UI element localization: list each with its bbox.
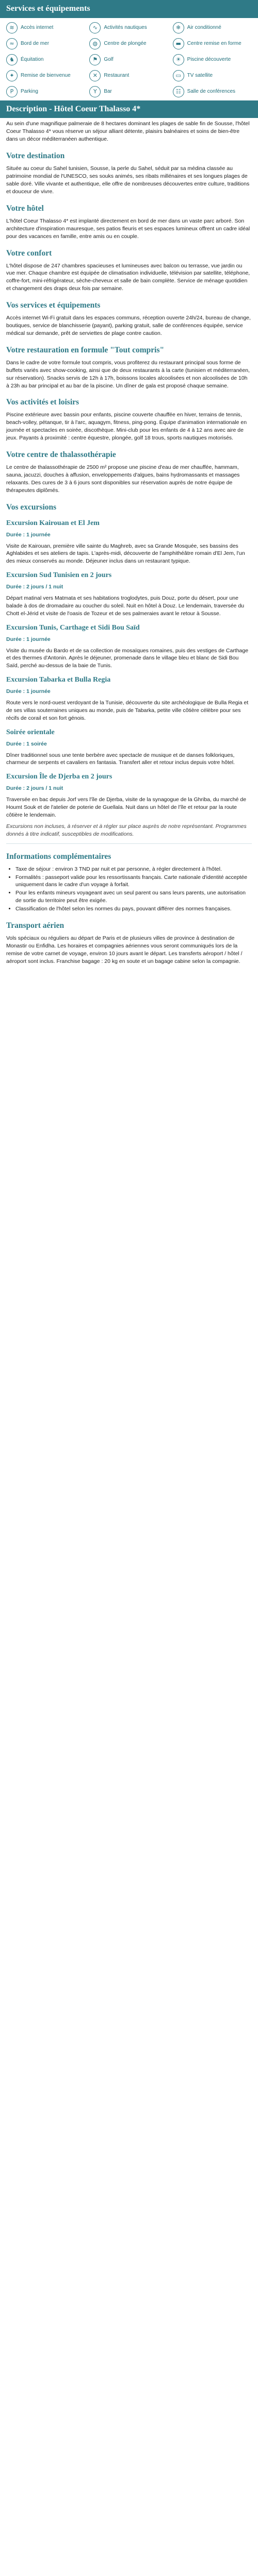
excursion-duration: Durée : 1 journée xyxy=(6,688,51,695)
service-pool xyxy=(173,54,252,65)
section-hotel-text: L'hôtel Coeur Thalasso 4* est implanté directement en bord de mer dans un vaste parc arboré. Son architecture d'inspiration mauresque, ses patios fleuris et ses espaces lumineux offrent un cadre idéal pour des vacances en famille, entre amis ou en couple. xyxy=(6,217,250,240)
excursion-text: Route vers le nord-ouest verdoyant de la Tunisie, découverte du site archéologique de Bulla Regia et de ses villas souterraines uniques au monde, puis de Tabarka, petite ville côtière célèbre pour ses récifs de corail et son fort génois. xyxy=(6,700,249,721)
excursion-text: Visite du musée du Bardo et de sa collection de mosaïques romaines, puis des vestiges de Carthage et des thermes d'Antonin. Après le déjeuner, promenade dans le village bleu et blanc de Sidi Bou Saïd, perché au-dessus de la baie de Tunis. xyxy=(6,647,249,669)
service-label: Restaurant xyxy=(104,72,130,78)
excursion-title: Excursion Île de Djerba en 2 jours xyxy=(6,773,112,781)
transport-text: Vols spéciaux ou réguliers au départ de Paris et de plusieurs villes de province à destination de Monastir ou Enfidha. Les horaires et compagnies aériennes vous seront communiqués lors de la remise de votre carnet de voyage, environ 10 jours avant le départ. Les transferts aéroport / hôtel / aéroport sont inclus. Franchise bagage : 20 kg en soute et un bagage cabine selon la compagnie. xyxy=(6,935,243,964)
wifi-icon: ≋ xyxy=(6,22,18,33)
description-title: Description - Hôtel Coeur Thalasso 4* xyxy=(0,100,258,118)
service-welcome xyxy=(6,70,85,81)
section-services-text: Accès internet Wi-Fi gratuit dans les espaces communs, réception ouverte 24h/24, bureau de change, boutiques, service de blanchisserie (payant), parking gratuit, salle de conférences équipée, service médical sur demande, prêt de serviettes de plage contre caution. xyxy=(6,315,251,336)
service-label: Air conditionné xyxy=(187,24,221,30)
info-item: • Classification de l'hôtel selon les normes du pays, pouvant différer des normes françaises. xyxy=(15,905,252,913)
excursion-title: Excursion Sud Tunisien en 2 jours xyxy=(6,571,112,580)
gift-icon: ✦ xyxy=(6,70,18,81)
info-item: • Pour les enfants mineurs voyageant avec un seul parent ou sans leurs parents, une autorisation de sortie du territoire peut être exigée. xyxy=(15,889,252,905)
section-thalasso-title: Votre centre de thalassothérapie xyxy=(6,450,116,460)
excursion-title: Excursion Tabarka et Bulla Regia xyxy=(6,676,111,684)
section-destination-title: Votre destination xyxy=(6,151,65,161)
excursions-disclaimer: Excursions non incluses, à réserver et à régler sur place auprès de notre représentant. Programmes donnés à titre indicatif, susceptibles de modifications. xyxy=(6,823,247,837)
info-item: • Taxe de séjour : environ 3 TND par nuit et par personne, à régler directement à l'hôtel. xyxy=(15,866,252,873)
excursion-duration: Durée : 2 jours / 1 nuit xyxy=(6,584,63,590)
service-seaside xyxy=(6,38,85,49)
excursion-text: Départ matinal vers Matmata et ses habitations troglodytes, puis Douz, porte du désert, pour une balade à dos de dromadaire au coucher du soleil. Nuit en hôtel à Douz. Le lendemain, traversée du Chott el-Jérid et visite de l'oasis de Tozeur et de ses palmeraies avant le retour à Sousse. xyxy=(6,595,245,617)
service-tv xyxy=(173,70,252,81)
snowflake-icon: ❄ xyxy=(173,22,184,33)
section-comfort-title: Votre confort xyxy=(6,248,52,258)
service-diving xyxy=(89,38,168,49)
service-label: Golf xyxy=(104,56,114,62)
section-services-title: Vos services et équipements xyxy=(6,301,101,310)
description-content xyxy=(0,118,258,979)
excursion-text: Dîner traditionnel sous une tente berbère avec spectacle de musique et de danses folkloriques, charmeur de serpents et cavaliers en fantasia. Transfert aller et retour inclus depuis votre hôtel. xyxy=(6,752,235,766)
service-golf xyxy=(89,54,168,65)
section-activities-text: Piscine extérieure avec bassin pour enfants, piscine couverte chauffée en hiver, terrains de tennis, beach-volley, pétanque, tir à l'arc, aquagym, fitness, ping-pong. Équipe d'animation internationale en journée et spectacles en soirée, discothèque. Mini-club pour les enfants de 4 à 12 ans avec aire de jeux. Payants à proximité : centre équestre, plongée, golf 18 trous, sports nautiques motorisés. xyxy=(6,412,247,442)
section-destination-text: Située au coeur du Sahel tunisien, Sousse, la perle du Sahel, séduit par sa médina classée au patrimoine mondial de l'UNESCO, ses souks animés, ses ribats millénaires et ses longues plages de sable doré. Ville vivante et authentique, elle offre de nombreuses découvertes entre culture, traditions et douceur de vivre. xyxy=(6,165,250,195)
service-label: Centre de plongée xyxy=(104,40,147,46)
excursion-title: Excursion Tunis, Carthage et Sidi Bou Saïd xyxy=(6,623,140,632)
service-label: Activités nautiques xyxy=(104,24,147,30)
service-label: Piscine découverte xyxy=(187,56,231,62)
infos-list xyxy=(6,866,252,913)
services-panel xyxy=(0,18,258,100)
service-label: Remise de bienvenue xyxy=(21,72,71,78)
wave-icon: ≈ xyxy=(6,38,18,49)
excursion-duration: Durée : 2 jours / 1 nuit xyxy=(6,785,63,792)
section-dining-title: Votre restauration en formule "Tout compris" xyxy=(6,345,165,354)
parking-icon: P xyxy=(6,86,18,97)
excursion-duration: Durée : 1 journée xyxy=(6,636,51,642)
excursions-title: Vos excursions xyxy=(6,502,57,512)
infos-title: Informations complémentaires xyxy=(6,852,111,861)
service-riding xyxy=(6,54,85,65)
service-aircon xyxy=(173,22,252,33)
excursion-text: Visite de Kairouan, première ville sainte du Maghreb, avec sa Grande Mosquée, ses bassins des Aghlabides et ses ateliers de tapis. L'après-midi, découverte de l'amphithéâtre romain d'El Jem, l'un des mieux conservés au monde. Déjeuner inclus dans un restaurant typique. xyxy=(6,543,245,565)
excursion-title: Soirée orientale xyxy=(6,728,55,736)
page xyxy=(0,0,258,979)
info-item: • Formalités : passeport valide pour les ressortissants français. Carte nationale d'identité acceptée uniquement dans le cadre d'un voyage à forfait. xyxy=(15,874,252,889)
swim-icon: ∿ xyxy=(89,22,101,33)
golf-icon: ⚑ xyxy=(89,54,101,65)
tv-icon: ▭ xyxy=(173,70,184,81)
service-label: Parking xyxy=(21,88,38,94)
excursion-text: Traversée en bac depuis Jorf vers l'île de Djerba, visite de la synagogue de la Ghriba, du marché de Houmt Souk et de l'atelier de poterie de Guellala. Nuit dans un hôtel de l'île et retour par la route côtière le lendemain. xyxy=(6,796,247,818)
excursion-duration: Durée : 1 journée xyxy=(6,531,51,538)
section-dining-text: Dans le cadre de votre formule tout compris, vous profiterez du restaurant principal sous forme de buffets variés avec show-cooking, ainsi que de deux restaurants à la carte (tunisien et méditerranéen, sur réservation). Snacks servis de 12h à 17h, boissons locales alcoolisées et non alcoolisées de 10h à 23h au bar principal et au bar de la piscine. Un dîner de gala est proposé chaque semaine. xyxy=(6,359,250,389)
service-fitness xyxy=(173,38,252,49)
service-label: Bord de mer xyxy=(21,40,50,46)
diver-icon: ◍ xyxy=(89,38,101,49)
service-label: Centre remise en forme xyxy=(187,40,241,46)
service-nautical xyxy=(89,22,168,33)
service-label: Accès internet xyxy=(21,24,54,30)
excursion-duration: Durée : 1 soirée xyxy=(6,740,47,747)
service-restaurant xyxy=(89,70,168,81)
meeting-icon: ☷ xyxy=(173,86,184,97)
service-label: Salle de conférences xyxy=(187,88,236,94)
services-grid xyxy=(6,22,252,97)
service-label: Équitation xyxy=(21,56,44,62)
description-intro: Au sein d'une magnifique palmeraie de 8 hectares dominant les plages de sable fin de Sousse, l'hôtel Coeur Thalasso 4* vous réserve un séjour alliant détente, plaisirs balnéaires et soins de bien-être dans un décor méditerranéen authentique. xyxy=(6,121,250,143)
dumbbell-icon: ▬ xyxy=(173,38,184,49)
service-meeting xyxy=(173,86,252,97)
horse-icon: ♞ xyxy=(6,54,18,65)
service-internet xyxy=(6,22,85,33)
section-thalasso-text: Le centre de thalassothérapie de 2500 m² propose une piscine d'eau de mer chauffée, hammam, sauna, jacuzzi, douches à affusion, enveloppements d'algues, bains hydromassants et massages relaxants. Des cures de 3 à 6 jours sont disponibles sur réservation auprès de notre équipe de thérapeutes diplômés. xyxy=(6,464,240,494)
services-title: Services et équipements xyxy=(0,0,258,18)
service-label: Bar xyxy=(104,88,112,94)
section-activities-title: Vos activités et loisirs xyxy=(6,398,79,407)
section-hotel-title: Votre hôtel xyxy=(6,204,44,213)
service-label: TV satellite xyxy=(187,72,213,78)
excursion-title: Excursion Kairouan et El Jem xyxy=(6,519,100,527)
divider xyxy=(6,843,252,844)
bar-icon: Y xyxy=(89,86,101,97)
transport-title: Transport aérien xyxy=(6,921,64,930)
service-parking xyxy=(6,86,85,97)
section-comfort-text: L'hôtel dispose de 247 chambres spacieuses et lumineuses avec balcon ou terrasse, vue jardin ou vue mer. Chaque chambre est équipée de climatisation individuelle, télévision par satellite, téléphone, coffre-fort, mini-réfrigérateur, sèche-cheveux et salle de bain complète. Service de ménage quotidien et changement des draps deux fois par semaine. xyxy=(6,262,250,292)
pool-icon: ☀ xyxy=(173,54,184,65)
service-bar xyxy=(89,86,168,97)
restaurant-icon: ✕ xyxy=(89,70,101,81)
